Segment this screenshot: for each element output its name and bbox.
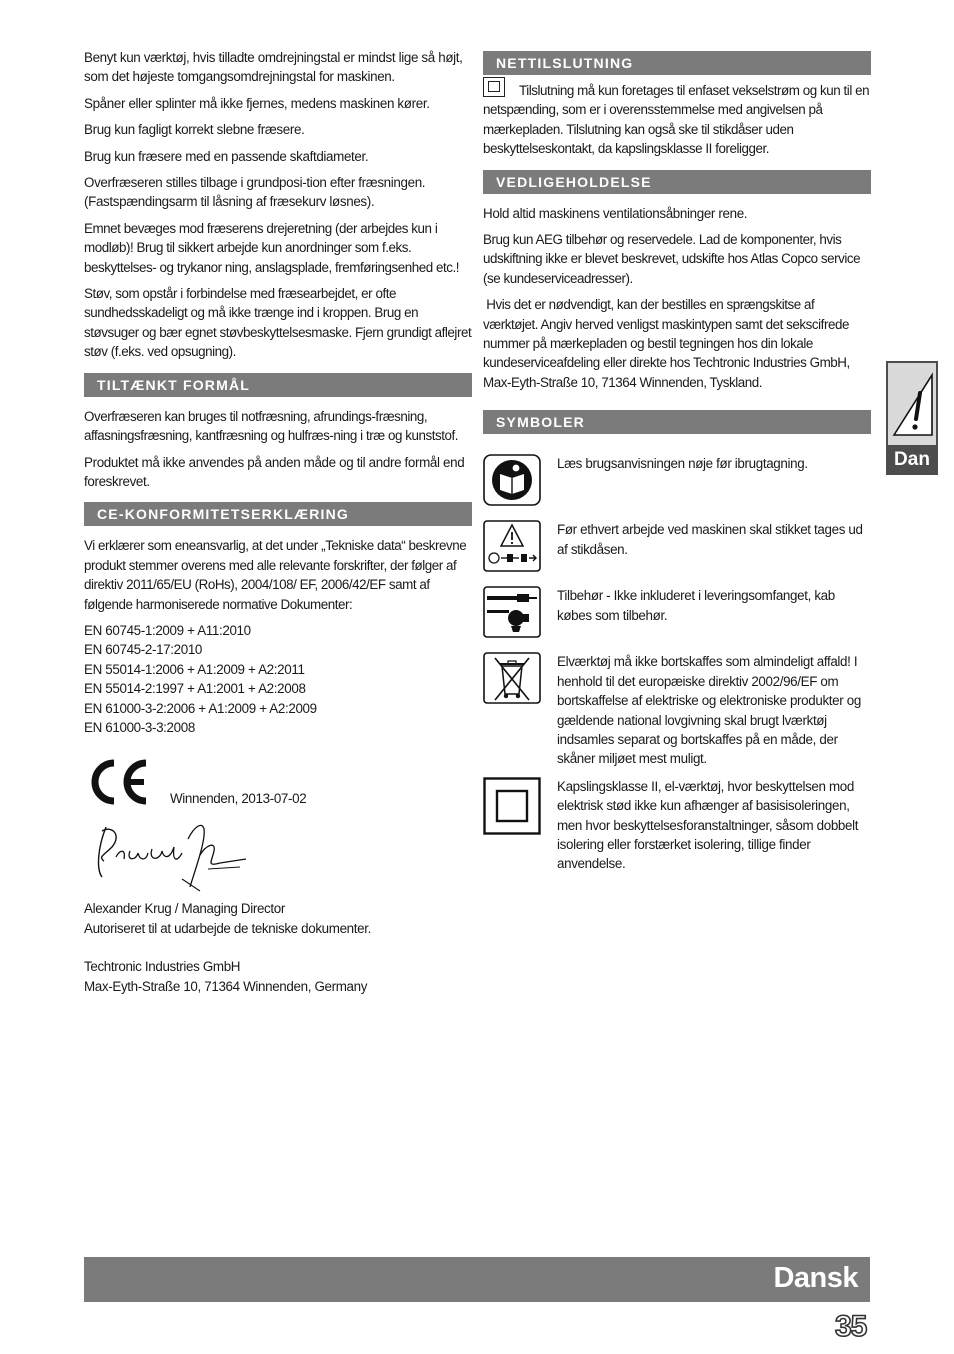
safety-paragraph: Brug kun fræsere med en passende skaftdiameter.	[84, 148, 369, 164]
right-column	[483, 48, 871, 882]
safety-paragraph: Støv, som opstår i forbindelse med fræsearbejdet, er ofte sundhedsskadeligt og må ikke trænge ind i kroppen. Brug en støvsuger og bær egnet støvbeskyttelsesmaske. Fjern grundigt aflejret støv (f.eks. ved opsugning).	[84, 286, 472, 360]
place-date: Winnenden, 2013-07-02	[170, 791, 307, 807]
standards-list	[84, 621, 472, 737]
mains-paragraph	[483, 77, 871, 159]
symbol-row	[483, 652, 871, 768]
safety-paragraph: Emnet bevæges mod fræserens drejeretning (der arbejdes kun i modløb)! Brug til sikkert arbejde kun anordninger som f.eks. beskyttelses- og trykanor ning, anslagsplade, fremføringsenhed etc.!	[84, 220, 460, 275]
standard-item: EN 60745-1:2009 + A11:2010	[84, 622, 251, 638]
safety-paragraph: Overfræseren stilles tilbage i grundposi-tion efter fræsningen. (Fastspændingsarm til låsning af fræsekurv løsnes).	[84, 175, 426, 210]
class-ii-icon	[483, 777, 541, 835]
ce-intro: Vi erklærer som eneansvarlig, at det under „Tekniske data“ beskrevne produkt stemmer overens med alle relevante forskrifter, der følger af direktiv 2011/65/EU (RoHs), 2004/108/ EF, 2006/42/EF samt af følgende harmoniserede normative Dokumenter:	[84, 538, 467, 612]
symbol-row	[483, 520, 871, 578]
symbol-text: Tilbehør - Ikke inkluderet i leveringsomfanget, kab købes som tilbehør.	[557, 588, 835, 623]
footer-bar	[84, 1257, 870, 1302]
maintenance-paragraph: Hold altid maskinens ventilationsåbninger rene.	[483, 205, 748, 221]
symbol-row	[483, 777, 871, 874]
symbol-text: Læs brugsanvisningen nøje før ibrugtagning.	[557, 456, 808, 472]
company-name: Techtronic Industries GmbH	[84, 959, 241, 975]
symbol-row	[483, 586, 871, 644]
weee-bin-icon	[483, 652, 541, 704]
standard-item: EN 60745-2-17:2010	[84, 642, 203, 658]
standard-item: EN 55014-2:1997 + A1:2001 + A2:2008	[84, 681, 306, 697]
safety-paragraph: Brug kun fagligt korrekt slebne fræsere.	[84, 122, 305, 138]
footer-language: Dansk	[773, 1262, 858, 1294]
authorized-text: Autoriseret til at udarbejde de tekniske dokumenter.	[84, 920, 371, 936]
standard-item: EN 55014-1:2006 + A1:2009 + A2:2011	[84, 661, 305, 677]
mains-text: Tilslutning må kun foretages til enfaset vekselstrøm og kun til en netspænding, som er i overensstemmelse med angivelsen på mærkepladen. Tilslutning kan også ske til stikdåser uden beskyttelseskontakt, da kapslingsklasse II foreligger.	[483, 83, 870, 157]
safety-paragraph: Spåner eller splinter må ikke fjernes, medens maskinen kører.	[84, 95, 430, 111]
exclamation-icon	[888, 363, 936, 445]
symbol-text: Før ethvert arbejde ved maskinen skal stikket tages ud af stikdåsen.	[557, 522, 863, 557]
language-side-tab	[886, 361, 938, 475]
safety-paragraph: Benyt kun værktøj, hvis tilladte omdrejningstal er mindst lige så højt, som det højeste tomgangsomdrejningstal for maskinen.	[84, 50, 463, 85]
maintenance-paragraph: Brug kun AEG tilbehør og reservedele. Lad de komponenter, hvis udskiftning ikke er blevet beskrevet, udskifte hos Atlas Copco service (se kundeserviceadresser).	[483, 232, 861, 286]
intended-use-paragraph: Overfræseren kan bruges til notfræsning, afrundings-fræsning, affasningsfræsning, kantfræsning og hulfræs-ning i træ og kunststof.	[84, 408, 459, 444]
signatory: Alexander Krug / Managing Director	[84, 901, 285, 917]
symbol-row	[483, 454, 871, 512]
page-number: 35	[835, 1310, 867, 1343]
ce-mark-row	[84, 759, 472, 807]
symbol-text: Kapslingsklasse II, el-værktøj, hvor beskyttelsen mod elektrisk stød ikke kun afhænger af basisisoleringen, men hvor beskyttelsesforanstaltninger, såsom dobbelt isolering eller forstærket isolering, tillige finder anvendelse.	[557, 778, 859, 872]
ce-heading: CE-KONFORMITETSERKLÆRING	[84, 502, 472, 526]
intended-use-heading: TILTÆNKT FORMÅL	[84, 373, 472, 397]
standard-item: EN 61000-3-3:2008	[84, 719, 195, 735]
class-ii-small-icon	[483, 77, 505, 97]
ce-mark-icon	[88, 759, 152, 805]
warning-panel	[888, 363, 936, 445]
intended-use-paragraph: Produktet må ikke anvendes på anden måde og til andre formål end foreskrevet.	[84, 454, 465, 489]
symbols-heading: SYMBOLER	[483, 410, 871, 434]
side-tab-label: Dan	[894, 449, 930, 470]
unplug-warning-icon	[483, 520, 541, 572]
accessory-icon	[483, 586, 541, 638]
left-column	[84, 48, 472, 996]
maintenance-heading: VEDLIGEHOLDELSE	[483, 170, 871, 194]
standard-item: EN 61000-3-2:2006 + A1:2009 + A2:2009	[84, 700, 317, 716]
company-address: Max-Eyth-Straße 10, 71364 Winnenden, Germany	[84, 978, 368, 994]
symbol-text: Elværktøj må ikke bortskaffes som almindeligt affald! I henhold til det europæiske direktiv 2002/96/EF om bortskaffelse af elektriske og elektroniske produkter og gældende national lovgivning skal brugt lværktøj indsamles separat og bortskaffes på en måde, der skåner miljøet mest muligt.	[557, 654, 861, 767]
maintenance-paragraph: Hvis det er nødvendigt, kan der bestilles en sprængskitse af værktøjet. Angiv herved venligst maskintypen samt det sekscifrede nummer på mærkepladen og bestil tegningen hos din lokale kundeserviceafdeling eller direkte hos Techtronic Industries GmbH, Max-Eyth-Straße 10, 71364 Winnenden, Tyskland.	[483, 297, 854, 390]
read-manual-icon	[483, 454, 541, 506]
signature-icon	[90, 817, 260, 897]
mains-heading: NETTILSLUTNING	[483, 51, 871, 75]
